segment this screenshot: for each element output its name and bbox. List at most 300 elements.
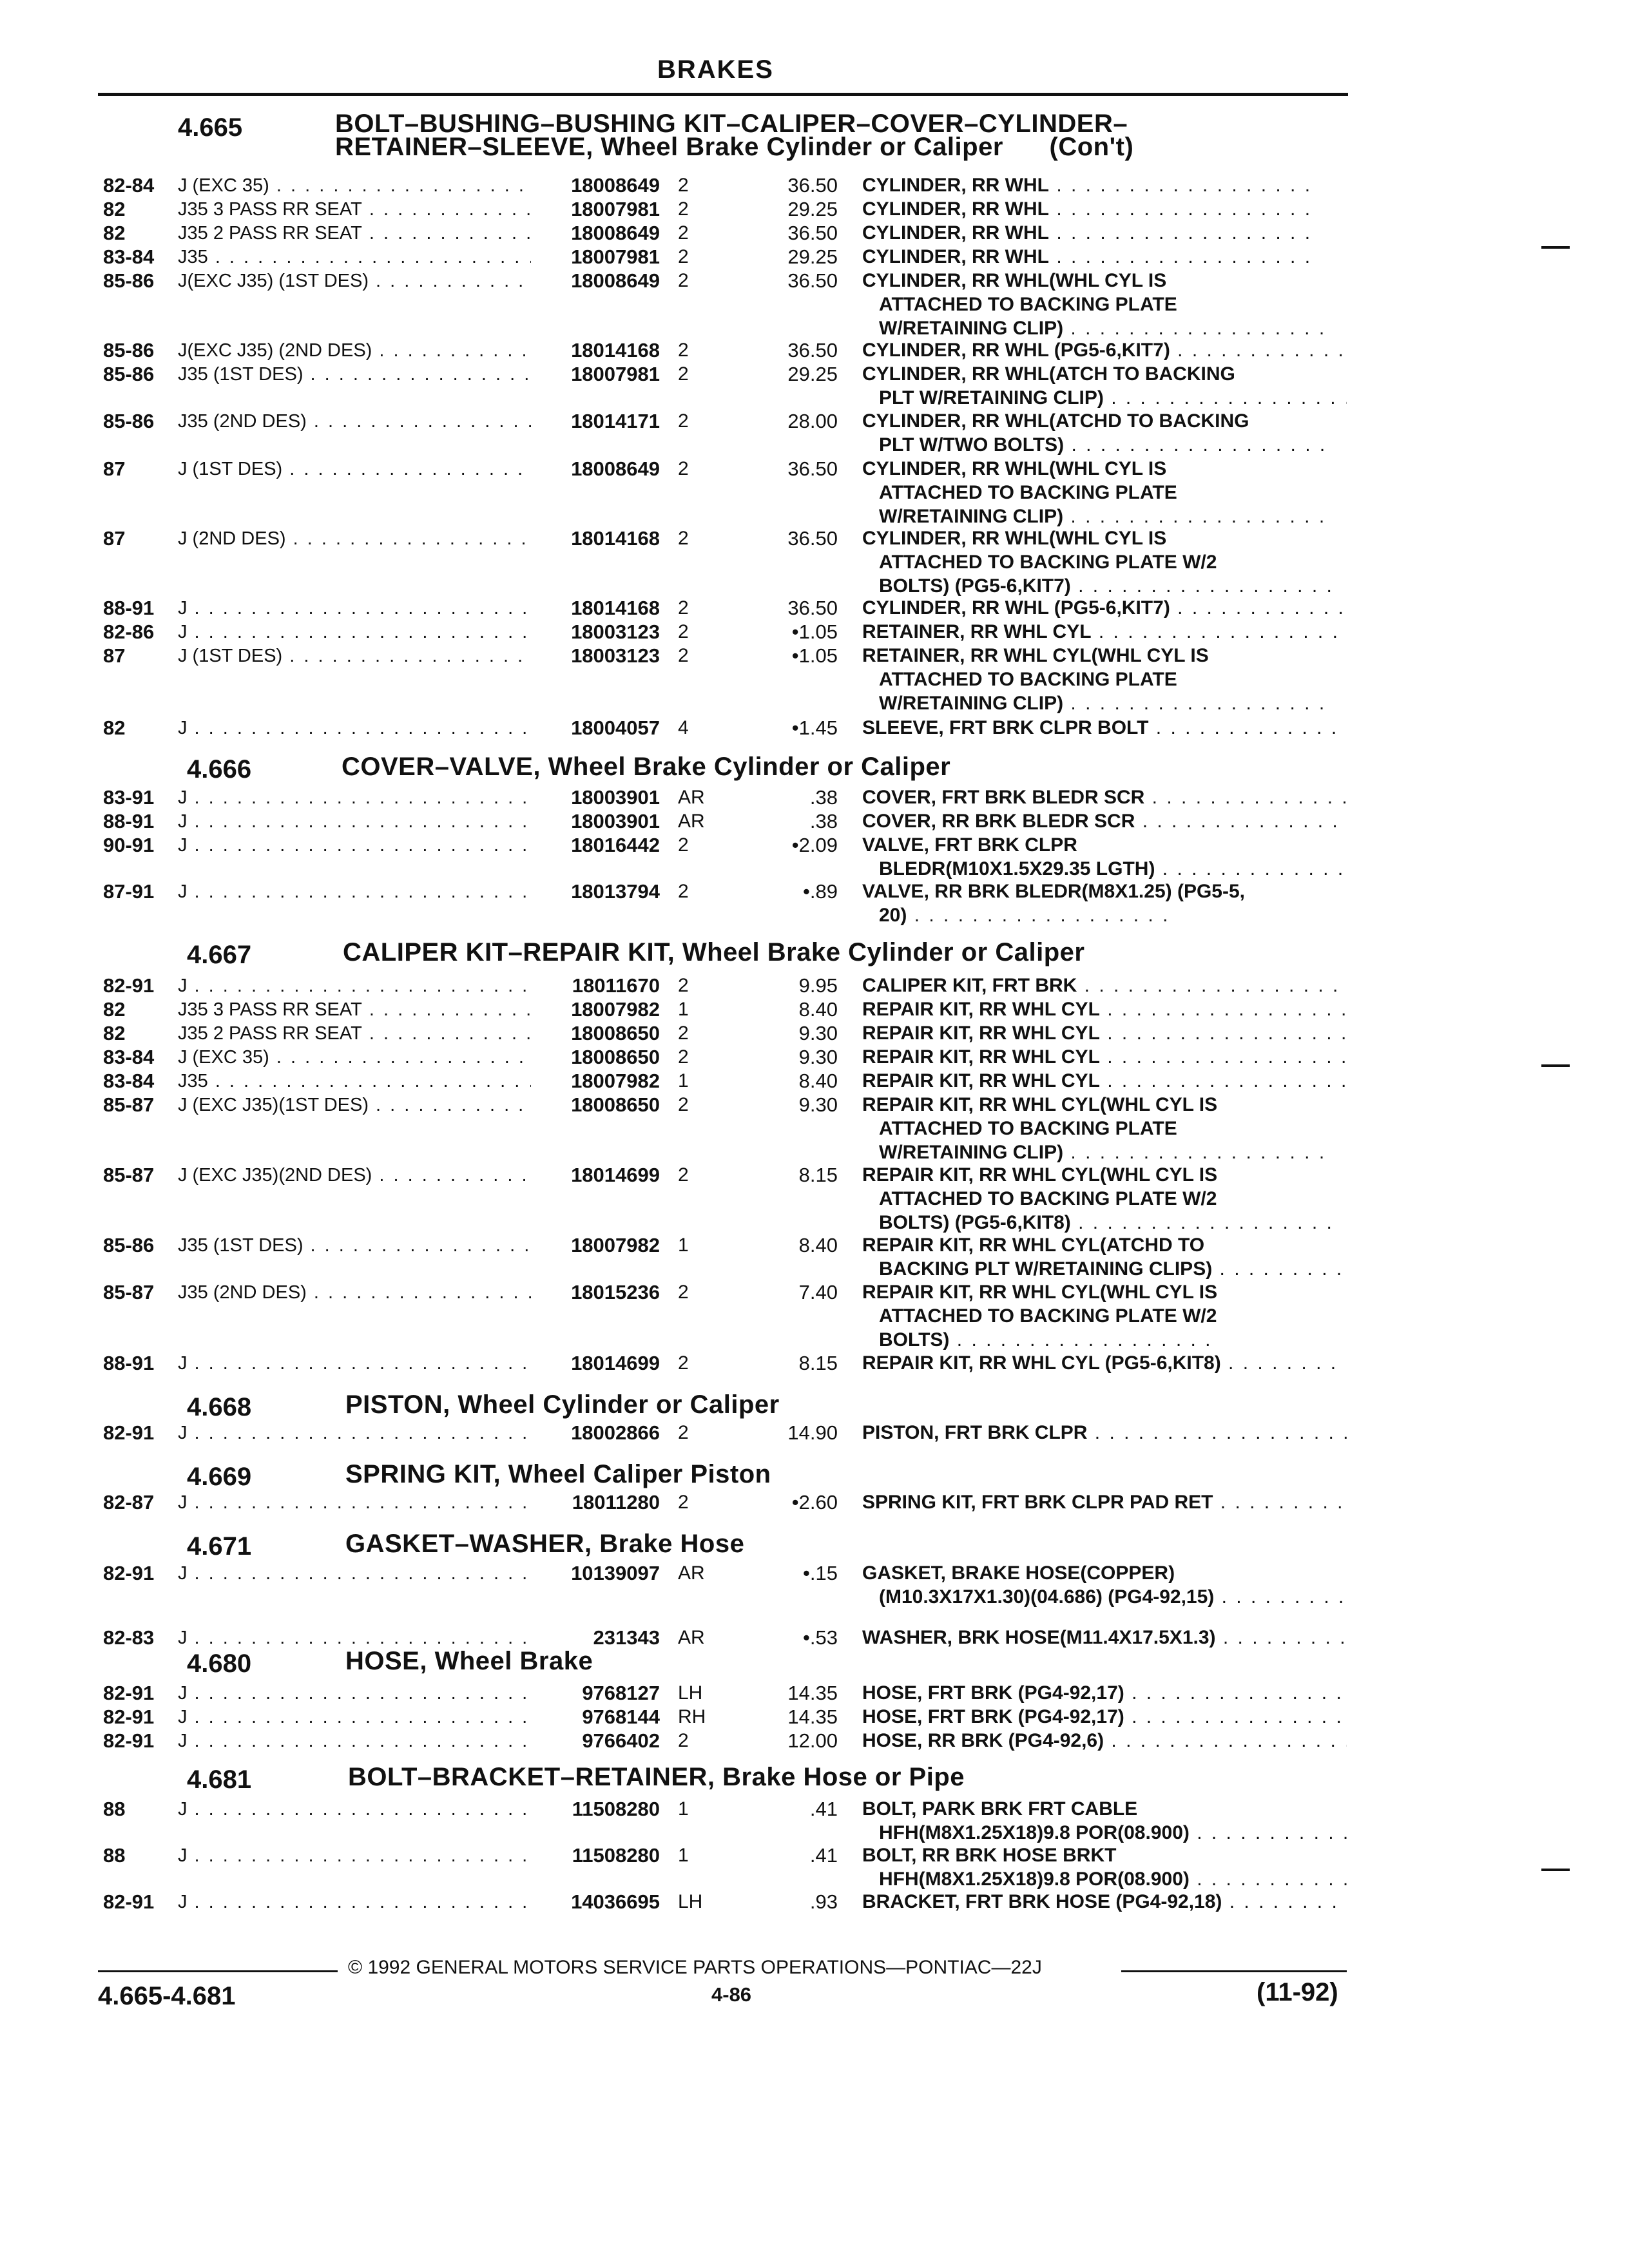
description-text: CYLINDER, RR WHL(ATCH TO BACKING <box>862 363 1235 385</box>
price: 7.40 <box>798 1281 838 1303</box>
description-text: HFH(M8X1.25X18)9.8 POR(08.900) . . . <box>879 1821 1347 1845</box>
description-line <box>857 173 1347 198</box>
price: 36.50 <box>787 174 838 197</box>
description-line <box>857 385 1347 411</box>
application: J35 (2ND DES) . . . <box>178 1281 531 1304</box>
description-text: W/RETAINING CLIP) . . . <box>879 317 1326 340</box>
description-text: BOLTS) (PG5-6,KIT7) . . . <box>879 575 1334 598</box>
model-year: 85-86 <box>103 339 155 361</box>
part-number: 18003123 <box>571 644 660 667</box>
application: J35 3 PASS RR SEAT . . . <box>178 998 531 1021</box>
model-year: 83-91 <box>103 786 155 809</box>
application: J . . . <box>178 880 531 903</box>
description-line <box>857 903 1347 928</box>
part-number: 18008650 <box>571 1093 660 1116</box>
section-title-main: COVER–VALVE, <box>342 753 541 781</box>
application: J . . . <box>178 834 531 857</box>
description-line <box>857 1584 1347 1610</box>
application: J . . . <box>178 1421 531 1445</box>
description-text: CYLINDER, RR WHL . . . <box>862 245 1312 269</box>
quantity: 2 <box>678 528 689 549</box>
description-line <box>857 1116 1347 1142</box>
description-line <box>857 1162 1347 1188</box>
model-year: 82-84 <box>103 174 155 197</box>
description-text: ATTACHED TO BACKING PLATE W/2 <box>879 552 1217 573</box>
description-line <box>857 1092 1347 1118</box>
description-line <box>857 1680 1347 1706</box>
application: J (1ST DES) . . . <box>178 457 531 481</box>
description-line <box>857 1044 1347 1070</box>
section-title-main: SPRING KIT, <box>345 1460 501 1488</box>
section-title-line2 <box>335 133 1133 162</box>
model-year: 82 <box>103 716 126 739</box>
model-year: 83-84 <box>103 1070 155 1092</box>
quantity: LH <box>678 1891 703 1912</box>
model-year: 82-91 <box>103 1706 155 1728</box>
price: 8.15 <box>798 1352 838 1374</box>
table-row <box>0 1844 1629 1867</box>
quantity: 2 <box>678 975 689 996</box>
description-line <box>857 856 1347 882</box>
price: •.89 <box>803 880 838 903</box>
application: J(EXC J35) (1ST DES) . . . <box>178 269 531 293</box>
part-number: 18007981 <box>571 363 660 385</box>
model-year: 87-91 <box>103 880 155 903</box>
description-text: HOSE, RR BRK (PG4-92,6) . . . <box>862 1729 1347 1753</box>
table-row <box>0 1890 1629 1914</box>
model-year: 83-84 <box>103 1046 155 1068</box>
table-row <box>0 1562 1629 1585</box>
table-row <box>0 269 1629 293</box>
part-number: 11508280 <box>572 1844 660 1867</box>
footer-range: 4.665-4.681 <box>98 1982 236 2010</box>
price: •1.45 <box>791 716 838 739</box>
part-number: 14036695 <box>571 1890 660 1913</box>
description-line <box>857 691 1347 716</box>
section-title-sub: Wheel Brake Cylinder or Caliper <box>601 133 1003 161</box>
quantity: AR <box>678 787 705 808</box>
description-line <box>857 1867 1347 1892</box>
section-number: 4.671 <box>187 1532 252 1561</box>
description-line <box>857 1327 1347 1353</box>
part-number: 9768127 <box>582 1682 660 1704</box>
part-number: 18013794 <box>571 880 660 903</box>
description-text: ATTACHED TO BACKING PLATE <box>879 669 1177 690</box>
description-text: BOLTS) . . . <box>879 1329 1213 1352</box>
part-number: 18007981 <box>571 245 660 268</box>
description-text: CYLINDER, RR WHL(WHL CYL IS <box>862 270 1167 291</box>
model-year: 85-87 <box>103 1093 155 1116</box>
application: J . . . <box>178 1798 531 1821</box>
model-year: 82 <box>103 998 126 1021</box>
application: J . . . <box>178 1682 531 1705</box>
model-year: 90-91 <box>103 834 155 856</box>
application: J . . . <box>178 716 531 740</box>
description-text: BOLTS) (PG5-6,KIT8) . . . <box>879 1211 1334 1235</box>
description-text: BOLT, RR BRK HOSE BRKT <box>862 1845 1117 1866</box>
model-year: 82 <box>103 222 126 244</box>
table-row <box>0 644 1629 668</box>
table-row <box>0 1281 1629 1304</box>
part-number: 18008649 <box>571 269 660 292</box>
description-line <box>857 832 1347 858</box>
footer-copyright: © 1992 GENERAL MOTORS SERVICE PARTS OPERATIONS—PONTIAC—22J <box>348 1957 1042 1978</box>
price: 8.40 <box>798 1070 838 1092</box>
part-number: 9768144 <box>582 1706 660 1728</box>
table-row <box>0 1234 1629 1257</box>
description-text: CYLINDER, RR WHL (PG5-6,KIT7) . . . <box>862 339 1347 362</box>
price: 36.50 <box>787 269 838 292</box>
application: J (1ST DES) . . . <box>178 644 531 668</box>
price: 29.25 <box>787 363 838 385</box>
description-line <box>857 1420 1347 1446</box>
description-line <box>857 1350 1347 1376</box>
model-year: 82-91 <box>103 974 155 997</box>
table-row <box>0 1070 1629 1093</box>
table-row <box>0 457 1629 481</box>
application: J (EXC 35) . . . <box>178 1046 531 1069</box>
section-number: 4.666 <box>187 755 252 783</box>
description-line <box>857 997 1347 1023</box>
description-text: ATTACHED TO BACKING PLATE W/2 <box>879 1188 1217 1209</box>
application: J35 . . . <box>178 245 531 269</box>
quantity: 2 <box>678 1046 689 1068</box>
margin-mark <box>1541 1869 1570 1871</box>
section-title-main: GASKET–WASHER, <box>345 1530 592 1558</box>
application: J35 2 PASS RR SEAT . . . <box>178 1022 531 1045</box>
quantity: 2 <box>678 340 689 361</box>
part-number: 9766402 <box>582 1729 660 1752</box>
description-line <box>857 526 1347 552</box>
quantity: RH <box>678 1706 706 1727</box>
description-text: HOSE, FRT BRK (PG4-92,17) . . . <box>862 1682 1347 1705</box>
table-row <box>0 174 1629 197</box>
price: 36.50 <box>787 457 838 480</box>
model-year: 82-87 <box>103 1491 155 1514</box>
description-text: 20) . . . <box>879 904 1170 927</box>
margin-mark <box>1541 246 1570 249</box>
application: J (EXC J35)(1ST DES) . . . <box>178 1093 531 1117</box>
quantity: 2 <box>678 198 689 220</box>
description-line <box>857 1728 1347 1754</box>
application: J . . . <box>178 1491 531 1514</box>
application: J . . . <box>178 974 531 997</box>
part-number: 18014699 <box>571 1352 660 1374</box>
model-year: 85-86 <box>103 1234 155 1256</box>
section-title-main: CALIPER KIT–REPAIR KIT, <box>343 938 675 966</box>
footer-page-number: 4-86 <box>711 1983 752 2006</box>
part-number: 18004057 <box>571 716 660 739</box>
model-year: 88-91 <box>103 597 155 619</box>
description-text: CALIPER KIT, FRT BRK . . . <box>862 974 1340 997</box>
application: J . . . <box>178 1706 531 1729</box>
price: •.53 <box>803 1626 838 1649</box>
description-text: REPAIR KIT, RR WHL CYL(ATCHD TO <box>862 1235 1205 1256</box>
part-number: 18011280 <box>572 1491 660 1514</box>
section-number: 4.680 <box>187 1649 252 1678</box>
price: 14.35 <box>787 1682 838 1704</box>
part-number: 18014168 <box>571 339 660 361</box>
description-text: SLEEVE, FRT BRK CLPR BOLT . . . <box>862 716 1347 740</box>
model-year: 88-91 <box>103 810 155 832</box>
description-text: CYLINDER, RR WHL (PG5-6,KIT7) . . . <box>862 597 1347 620</box>
part-number: 18007982 <box>571 1070 660 1092</box>
section-title-sub: Wheel Caliper Piston <box>508 1460 771 1488</box>
part-number: 18002866 <box>571 1421 660 1444</box>
price: 12.00 <box>787 1729 838 1752</box>
description-text: HFH(M8X1.25X18)9.8 POR(08.900) . . . <box>879 1868 1347 1891</box>
model-year: 82-91 <box>103 1682 155 1704</box>
table-row <box>0 998 1629 1021</box>
quantity: 2 <box>678 1492 689 1513</box>
quantity: 2 <box>678 246 689 267</box>
table-row <box>0 1046 1629 1069</box>
section-number: 4.668 <box>187 1393 252 1421</box>
table-row <box>0 1164 1629 1187</box>
section-title-sub: Wheel Brake Cylinder or Caliper <box>548 753 951 781</box>
section-number: 4.681 <box>187 1765 252 1794</box>
description-line <box>857 292 1347 318</box>
description-text: W/RETAINING CLIP) . . . <box>879 1141 1326 1164</box>
application: J . . . <box>178 1844 531 1867</box>
application: J . . . <box>178 620 531 644</box>
footer-rule-right <box>1121 1970 1347 1972</box>
price: •.15 <box>803 1562 838 1584</box>
description-line <box>857 1256 1347 1282</box>
model-year: 88 <box>103 1844 126 1867</box>
quantity: AR <box>678 1627 705 1648</box>
price: 14.35 <box>787 1706 838 1728</box>
description-line <box>857 244 1347 270</box>
part-number: 18014168 <box>571 597 660 619</box>
description-line <box>857 1561 1347 1586</box>
description-text: CYLINDER, RR WHL . . . <box>862 174 1312 197</box>
model-year: 88-91 <box>103 1352 155 1374</box>
application: J . . . <box>178 1562 531 1585</box>
description-line <box>857 456 1347 482</box>
description-text: RETAINER, RR WHL CYL . . . <box>862 620 1347 644</box>
description-line <box>857 1303 1347 1329</box>
description-line <box>857 595 1347 621</box>
section-number: 4.665 <box>178 113 243 142</box>
table-row <box>0 810 1629 833</box>
description-text: REPAIR KIT, RR WHL CYL (PG5-6,KIT8) . . . <box>862 1352 1347 1375</box>
quantity: 1 <box>678 999 689 1020</box>
margin-mark <box>1541 1064 1570 1067</box>
section-title <box>345 1460 771 1489</box>
part-number: 11508280 <box>572 1798 660 1820</box>
section-title-main: BOLT–BRACKET–RETAINER, <box>348 1763 715 1791</box>
description-text: REPAIR KIT, RR WHL CYL . . . <box>862 1022 1347 1045</box>
quantity: 2 <box>678 1282 689 1303</box>
model-year: 87 <box>103 527 126 550</box>
quantity: LH <box>678 1682 703 1704</box>
table-row <box>0 974 1629 997</box>
table-row <box>0 1352 1629 1375</box>
table-row <box>0 198 1629 221</box>
part-number: 18014699 <box>571 1164 660 1186</box>
quantity: 2 <box>678 1352 689 1374</box>
quantity: 4 <box>678 717 689 738</box>
model-year: 82-91 <box>103 1890 155 1913</box>
price: •2.60 <box>791 1491 838 1514</box>
section-title-sub: Wheel Brake Cylinder or Caliper <box>682 938 1085 966</box>
description-text: ATTACHED TO BACKING PLATE <box>879 294 1177 315</box>
quantity: AR <box>678 1562 705 1584</box>
part-number: 18008649 <box>571 222 660 244</box>
description-line <box>857 220 1347 246</box>
section-title <box>345 1390 780 1419</box>
quantity: 2 <box>678 834 689 856</box>
application: J . . . <box>178 1890 531 1914</box>
price: •1.05 <box>791 644 838 667</box>
section-title <box>345 1647 593 1676</box>
part-number: 18016442 <box>571 834 660 856</box>
price: 36.50 <box>787 222 838 244</box>
quantity: 1 <box>678 1235 689 1256</box>
part-number: 18015236 <box>571 1281 660 1303</box>
table-row <box>0 1706 1629 1729</box>
application: J . . . <box>178 786 531 809</box>
model-year: 82 <box>103 1022 126 1044</box>
table-row <box>0 1682 1629 1705</box>
quantity: 2 <box>678 363 689 385</box>
model-year: 82-91 <box>103 1562 155 1584</box>
model-year: 85-86 <box>103 269 155 292</box>
table-row <box>0 716 1629 740</box>
price: 8.40 <box>798 1234 838 1256</box>
description-text: PISTON, FRT BRK CLPR . . . <box>862 1421 1347 1445</box>
application: J35 2 PASS RR SEAT . . . <box>178 222 531 245</box>
table-row <box>0 363 1629 386</box>
description-line <box>857 1704 1347 1730</box>
section-title-line1: BOLT–BUSHING–BUSHING KIT–CALIPER–COVER–CYLINDER– <box>335 110 1128 138</box>
model-year: 87 <box>103 644 126 667</box>
description-line <box>857 1140 1347 1166</box>
price: 36.50 <box>787 597 838 619</box>
description-text: COVER, FRT BRK BLEDR SCR . . . <box>862 786 1347 809</box>
description-text: BOLT, PARK BRK FRT CABLE <box>862 1798 1138 1820</box>
price: 9.95 <box>798 974 838 997</box>
table-row <box>0 1421 1629 1445</box>
part-number: 18008649 <box>571 457 660 480</box>
description-text: WASHER, BRK HOSE(M11.4X17.5X1.3) . . . <box>862 1626 1347 1649</box>
description-text: ATTACHED TO BACKING PLATE <box>879 482 1177 503</box>
description-line <box>857 809 1347 834</box>
price: 9.30 <box>798 1022 838 1044</box>
section-title-continued: (Con't) <box>1049 133 1134 161</box>
part-number: 18007982 <box>571 998 660 1021</box>
part-number: 18007981 <box>571 198 660 220</box>
part-number: 18014171 <box>571 410 660 432</box>
model-year: 82-83 <box>103 1626 155 1649</box>
model-year: 82-86 <box>103 620 155 643</box>
description-line <box>857 550 1347 575</box>
description-text: PLT W/RETAINING CLIP) . . . <box>879 387 1347 410</box>
section-title-main: PISTON, <box>345 1390 450 1419</box>
description-text: CYLINDER, RR WHL(WHL CYL IS <box>862 458 1167 479</box>
quantity: 2 <box>678 1422 689 1443</box>
application: J35 (1ST DES) . . . <box>178 363 531 386</box>
price: 28.00 <box>787 410 838 432</box>
description-line <box>857 879 1347 905</box>
model-year: 82-91 <box>103 1729 155 1752</box>
header-rule <box>98 93 1348 96</box>
description-line <box>857 1843 1347 1869</box>
description-line <box>857 361 1347 387</box>
application: J35 . . . <box>178 1070 531 1093</box>
section-title-sub: Brake Hose or Pipe <box>722 1763 965 1791</box>
quantity: 2 <box>678 597 689 619</box>
description-line <box>857 1186 1347 1212</box>
application: J(EXC J35) (2ND DES) . . . <box>178 339 531 362</box>
section-title <box>348 1763 965 1792</box>
part-number: 18008650 <box>571 1022 660 1044</box>
description-line <box>857 1280 1347 1305</box>
description-line <box>857 1490 1347 1515</box>
table-row <box>0 1093 1629 1117</box>
quantity: 1 <box>678 1845 689 1866</box>
table-row <box>0 1798 1629 1821</box>
description-line <box>857 338 1347 363</box>
footer-date: (11-92) <box>1257 1978 1338 2006</box>
description-line <box>857 973 1347 999</box>
section-number: 4.667 <box>187 941 252 969</box>
description-line <box>857 1820 1347 1846</box>
description-text: REPAIR KIT, RR WHL CYL(WHL CYL IS <box>862 1164 1218 1186</box>
part-number: 231343 <box>593 1626 660 1649</box>
application: J . . . <box>178 810 531 833</box>
quantity: 1 <box>678 1798 689 1820</box>
model-year: 83-84 <box>103 245 155 268</box>
application: J (2ND DES) . . . <box>178 527 531 550</box>
table-row <box>0 339 1629 362</box>
description-text: BRACKET, FRT BRK HOSE (PG4-92,18) . . . <box>862 1890 1347 1914</box>
description-line <box>857 1625 1347 1651</box>
model-year: 85-87 <box>103 1281 155 1303</box>
section-title <box>343 938 1084 967</box>
description-text: BACKING PLT W/RETAINING CLIPS) . . . <box>879 1258 1347 1281</box>
quantity: 2 <box>678 1094 689 1115</box>
price: 9.30 <box>798 1093 838 1116</box>
description-line <box>857 1021 1347 1046</box>
description-text: SPRING KIT, FRT BRK CLPR PAD RET . . . <box>862 1491 1347 1514</box>
table-row <box>0 597 1629 620</box>
description-line <box>857 715 1347 741</box>
quantity: 2 <box>678 1730 689 1751</box>
quantity: 2 <box>678 881 689 902</box>
part-number: 18008650 <box>571 1046 660 1068</box>
description-text: PLT W/TWO BOLTS) . . . <box>879 434 1327 457</box>
part-number: 18014168 <box>571 527 660 550</box>
description-text: REPAIR KIT, RR WHL CYL . . . <box>862 1070 1347 1093</box>
price: 14.90 <box>787 1421 838 1444</box>
model-year: 88 <box>103 1798 126 1820</box>
section-title-sub: Brake Hose <box>599 1530 745 1558</box>
description-line <box>857 1233 1347 1258</box>
section-title <box>342 753 950 782</box>
description-line <box>857 1796 1347 1822</box>
footer-rule-left <box>98 1970 338 1972</box>
description-text: W/RETAINING CLIP) . . . <box>879 692 1326 715</box>
quantity: 2 <box>678 621 689 642</box>
price: .41 <box>809 1798 838 1820</box>
price: 36.50 <box>787 527 838 550</box>
description-line <box>857 619 1347 645</box>
part-number: 18003123 <box>571 620 660 643</box>
part-number: 18003901 <box>571 810 660 832</box>
table-row <box>0 527 1629 550</box>
